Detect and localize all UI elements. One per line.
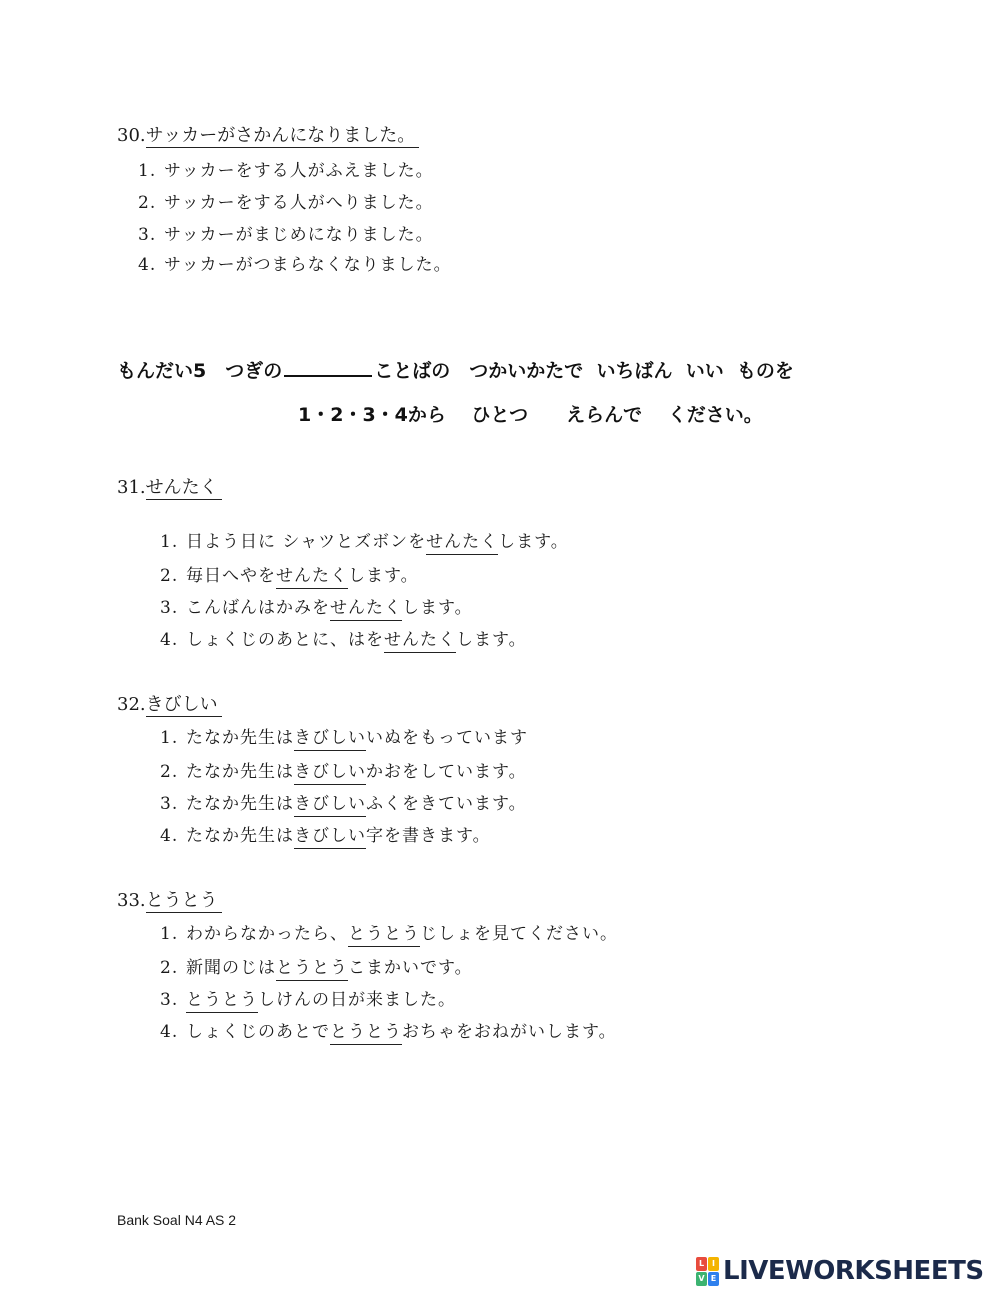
question-31-title bbox=[117, 473, 222, 499]
question-number: 31. bbox=[117, 477, 146, 498]
question-33-title bbox=[117, 886, 222, 912]
q32-option-3[interactable]: 3. たなか先生はきびしいふくをきています。 bbox=[160, 789, 527, 814]
question-33-word: とうとう bbox=[146, 890, 222, 913]
q33-option-3[interactable]: 3. とうとうしけんの日が来ました。 bbox=[160, 985, 456, 1010]
q31-option-3[interactable]: 3. こんばんはかみをせんたくします。 bbox=[160, 593, 473, 618]
question-number: 30. bbox=[117, 125, 146, 146]
footer-text: Bank Soal N4 AS 2 bbox=[117, 1212, 237, 1228]
question-number: 32. bbox=[117, 694, 146, 715]
q32-option-4[interactable]: 4. たなか先生はきびしい字を書きます。 bbox=[160, 821, 491, 846]
q33-option-2[interactable]: 2. 新聞のじはとうとうこまかいです。 bbox=[160, 953, 473, 978]
q31-option-1[interactable]: 1. 日よう日に シャツとズボンをせんたくします。 bbox=[160, 527, 569, 552]
question-30-title bbox=[117, 121, 419, 147]
question-31-word: せんたく bbox=[146, 477, 222, 500]
question-32-word: きびしい bbox=[146, 694, 222, 717]
q31-option-2[interactable]: 2. 毎日へやをせんたくします。 bbox=[160, 561, 419, 586]
q30-option-4[interactable]: 4. サッカーがつまらなくなりました。 bbox=[138, 255, 452, 275]
question-32-title bbox=[117, 690, 222, 716]
question-30-sentence: サッカーがさかんになりました。 bbox=[146, 125, 420, 148]
q32-option-1[interactable]: 1. たなか先生はきびしいいぬをもっています bbox=[160, 723, 528, 748]
section-heading-line-2: 1・2・3・4から ひとつ えらんで ください。 bbox=[298, 404, 763, 426]
q33-option-1[interactable]: 1. わからなかったら、とうとうじしょを見てください。 bbox=[160, 919, 618, 944]
liveworksheets-logo[interactable] bbox=[696, 1256, 984, 1286]
section-heading-line-1: もんだい5 つぎの ことばの つかいかたで いちばん いい ものを bbox=[117, 360, 794, 382]
q31-option-4[interactable]: 4. しょくじのあとに、はをせんたくします。 bbox=[160, 625, 527, 650]
q30-option-2[interactable]: 2. サッカーをする人がへりました。 bbox=[138, 193, 434, 213]
blank-line bbox=[284, 375, 372, 377]
logo-text: LIVEWORKSHEETS bbox=[723, 1256, 984, 1286]
q30-option-3[interactable]: 3. サッカーがまじめになりました。 bbox=[138, 225, 434, 245]
question-number: 33. bbox=[117, 890, 146, 911]
q32-option-2[interactable]: 2. たなか先生はきびしいかおをしています。 bbox=[160, 757, 527, 782]
logo-mark-icon: L I V E bbox=[696, 1257, 719, 1286]
q33-option-4[interactable]: 4. しょくじのあとでとうとうおちゃをおねがいします。 bbox=[160, 1017, 617, 1042]
q30-option-1[interactable]: 1. サッカーをする人がふえました。 bbox=[138, 161, 434, 181]
